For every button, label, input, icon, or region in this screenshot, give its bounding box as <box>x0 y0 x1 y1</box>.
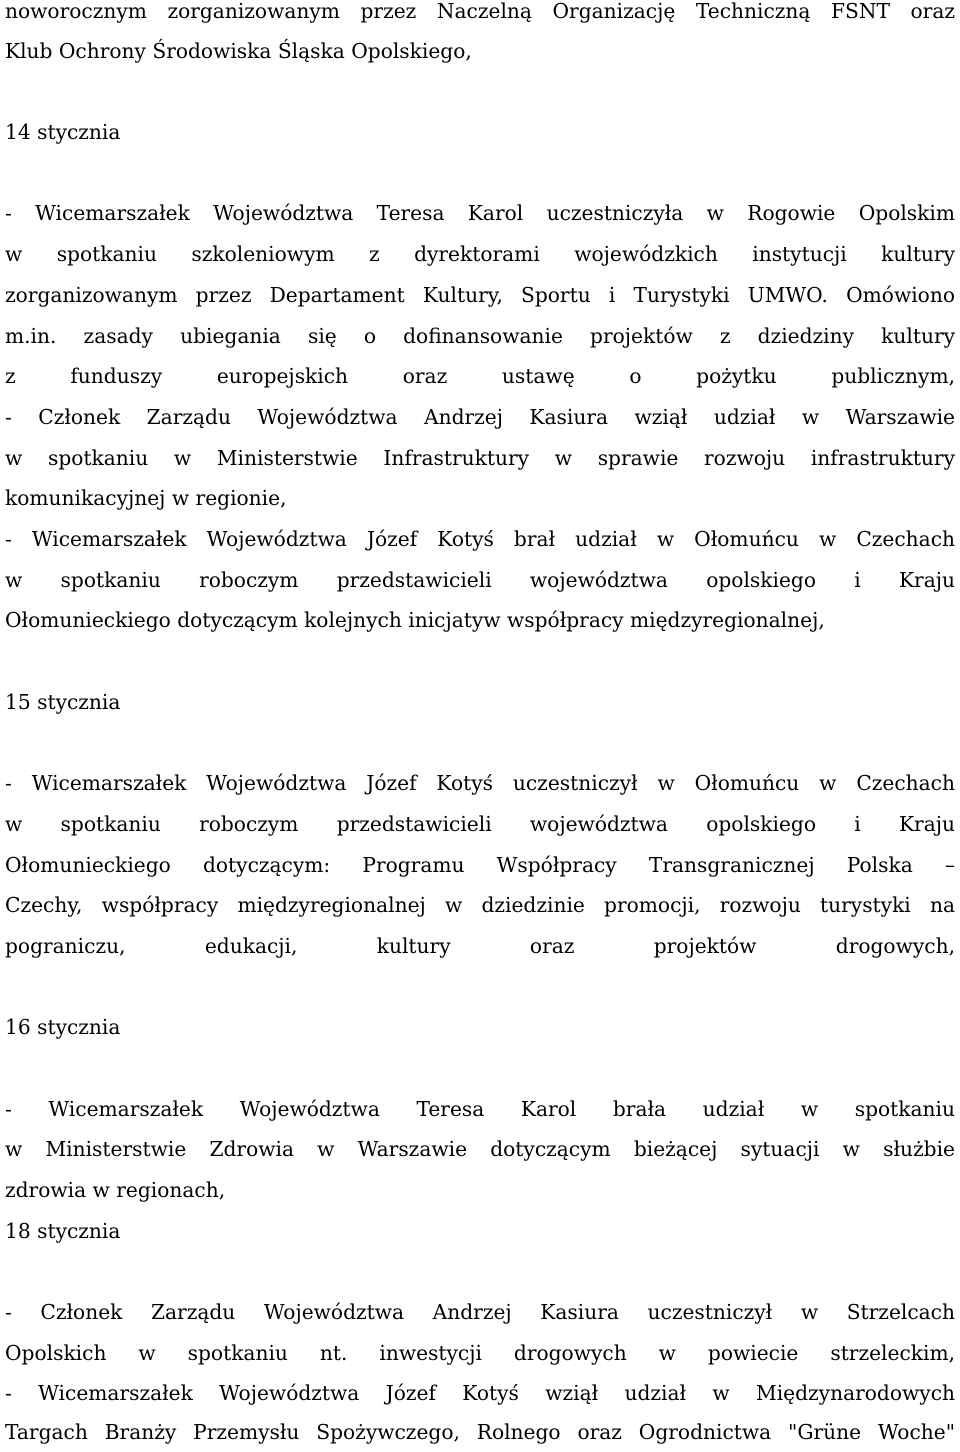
text-line: w spotkaniu roboczym przedstawicieli województwa opolskiego i Kraju <box>5 568 955 592</box>
text-line: w spotkaniu roboczym przedstawicieli województwa opolskiego i Kraju <box>5 812 955 836</box>
text-line: - Członek Zarządu Województwa Andrzej Kasiura uczestniczył w Strzelcach <box>5 1300 955 1324</box>
text-line: - Wicemarszałek Województwa Teresa Karol brała udział w spotkaniu <box>5 1097 955 1121</box>
text-line: zdrowia w regionach, <box>5 1178 226 1202</box>
date-heading: 18 stycznia <box>5 1219 121 1243</box>
text-line: Ołomunieckiego dotyczącym kolejnych inicjatyw współpracy międzyregionalnej, <box>5 608 825 632</box>
text-line: Ołomunieckiego dotyczącym: Programu Współpracy Transgranicznej Polska – <box>5 853 955 877</box>
text-line: - Członek Zarządu Województwa Andrzej Kasiura wziął udział w Warszawie <box>5 405 955 429</box>
text-line: w spotkaniu w Ministerstwie Infrastruktury w sprawie rozwoju infrastruktury <box>5 446 955 470</box>
text-line: Opolskich w spotkaniu nt. inwestycji drogowych w powiecie strzeleckim, <box>5 1341 955 1365</box>
text-line: - Wicemarszałek Województwa Józef Kotyś wziął udział w Międzynarodowych <box>5 1381 955 1405</box>
date-heading: 15 stycznia <box>5 690 121 714</box>
text-line: Czechy, współpracy międzyregionalnej w dziedzinie promocji, rozwoju turystyki na <box>5 893 955 917</box>
text-line: - Wicemarszałek Województwa Józef Kotyś brał udział w Ołomuńcu w Czechach <box>5 527 955 551</box>
date-heading: 16 stycznia <box>5 1015 121 1039</box>
date-heading: 14 stycznia <box>5 120 121 144</box>
text-line: - Wicemarszałek Województwa Teresa Karol uczestniczyła w Rogowie Opolskim <box>5 201 955 225</box>
text-line: w spotkaniu szkoleniowym z dyrektorami wojewódzkich instytucji kultury <box>5 242 955 266</box>
text-line: w Ministerstwie Zdrowia w Warszawie dotyczącym bieżącej sytuacji w służbie <box>5 1137 955 1161</box>
text-line: - Wicemarszałek Województwa Józef Kotyś uczestniczył w Ołomuńcu w Czechach <box>5 771 955 795</box>
text-line: noworocznym zorganizowanym przez Naczelną Organizację Techniczną FSNT oraz <box>5 0 955 23</box>
text-line: komunikacyjnej w regionie, <box>5 486 287 510</box>
text-line: zorganizowanym przez Departament Kultury, Sportu i Turystyki UMWO. Omówiono <box>5 283 955 307</box>
text-line: pograniczu, edukacji, kultury oraz projektów drogowych, <box>5 934 955 958</box>
text-line: m.in. zasady ubiegania się o dofinansowanie projektów z dziedziny kultury <box>5 324 955 348</box>
text-line: z funduszy europejskich oraz ustawę o pożytku publicznym, <box>5 364 955 388</box>
text-line: Klub Ochrony Środowiska Śląska Opolskiego, <box>5 39 472 63</box>
text-line: Targach Branży Przemysłu Spożywczego, Rolnego oraz Ogrodnictwa "Grüne Woche" <box>5 1420 955 1444</box>
